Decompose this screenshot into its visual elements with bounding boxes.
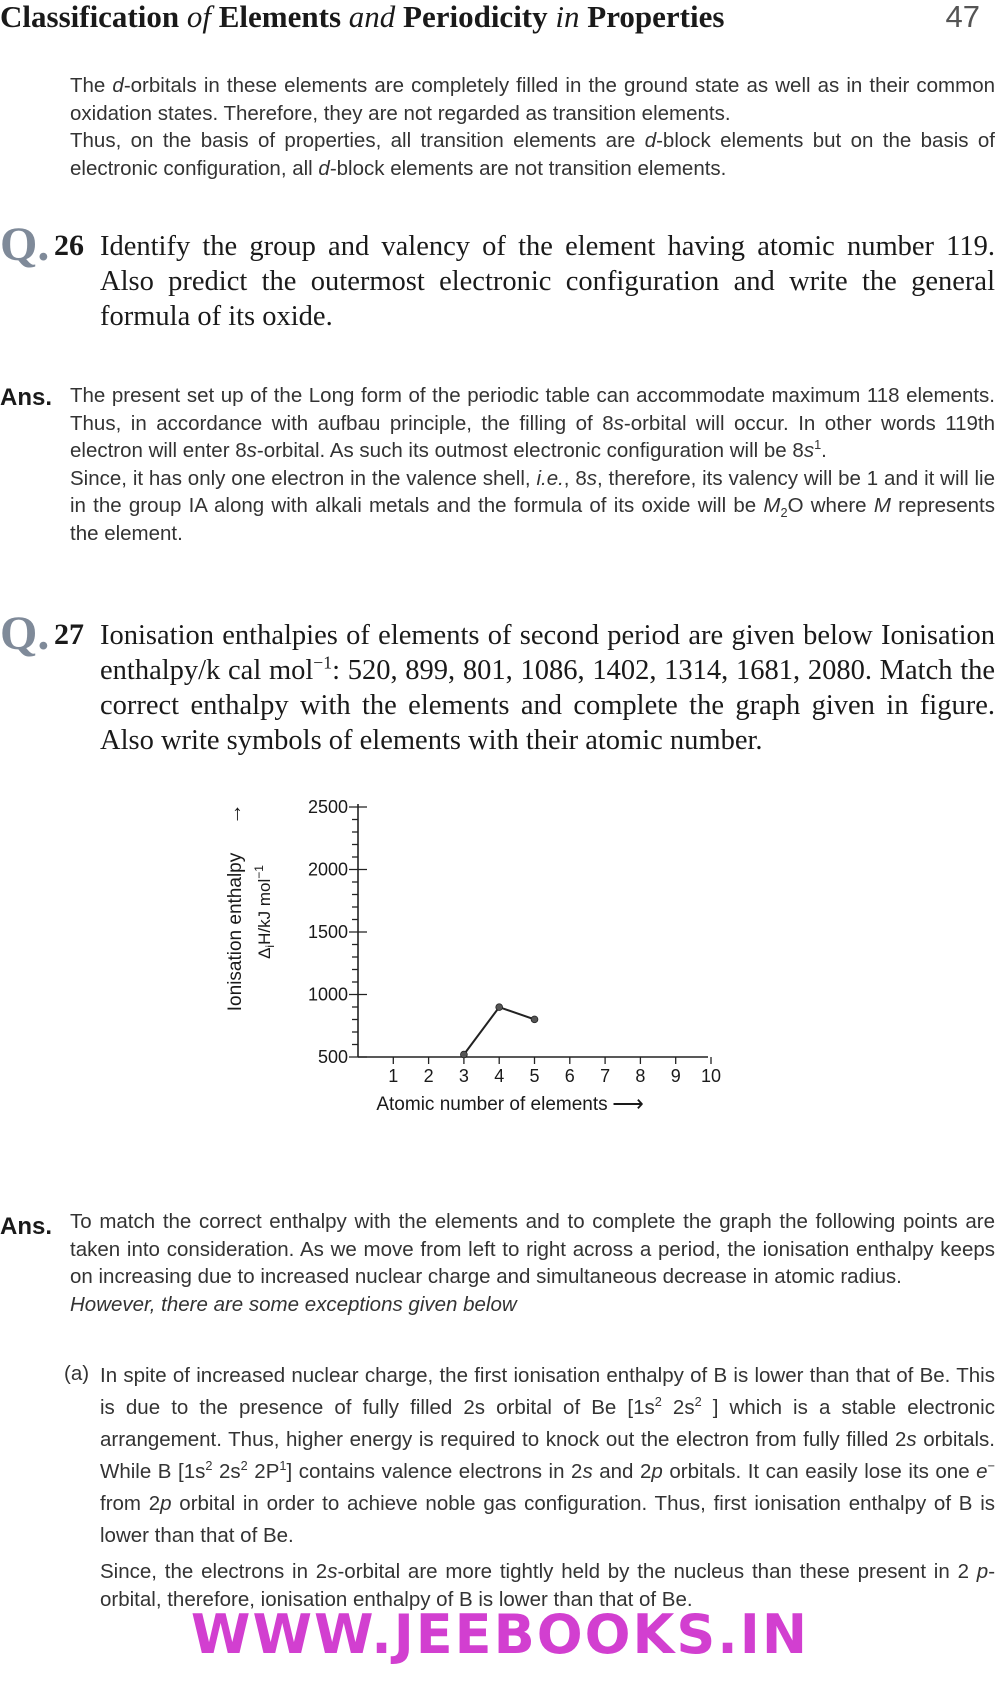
header-word: and — [348, 0, 396, 34]
question-27 — [100, 618, 995, 758]
y-tick-label: 2000 — [307, 859, 348, 880]
answer-27 — [70, 1208, 995, 1318]
x-tick-label: 10 — [700, 1066, 722, 1086]
answer-paragraph: To match the correct enthalpy with the elements and to complete the graph the following points are taken into consideration. As we move from left to right across a period, the ionisation enthalpy keeps on increasing due to increased nuclear charge and simultaneous decrease in atomic radius. — [70, 1210, 995, 1288]
data-point — [531, 1016, 538, 1023]
x-tick-label: 1 — [388, 1066, 399, 1086]
x-axis-label: Atomic number of elements — [376, 1094, 608, 1115]
answer-label: Ans. — [0, 384, 53, 411]
y-axis-label: Ionisation enthalpy — [225, 852, 246, 1012]
header-word: Classification — [0, 0, 180, 34]
series-line — [464, 1007, 535, 1054]
answer-26 — [70, 382, 995, 547]
x-axis-arrow: ⟶ — [612, 1091, 644, 1116]
question-text: Ionisation enthalpies of elements of second period are given below Ionisation enthalpy/k cal mol$^{-1}$: 520, 899, 801, 1086, 1402, 1314, 1681, 2080. Match the correct enthalpy with the elements and complete the graph given in figure. Also write symbols of elements with their atomic number. — [100, 620, 996, 756]
header-word: Periodicity — [403, 0, 548, 34]
x-tick-label: 3 — [458, 1066, 469, 1086]
page-header-title — [0, 0, 850, 40]
list-item-text: In spite of increased nuclear charge, the first ionisation enthalpy of B is lower than that of Be. This is due to the presence of fully filled 2s orbital of Be [$1s^2$ $2s^2$ ] which is a stable electronic arrangement. Thus, higher energy is required to knock out the electron from fully filled 2s orbitals. While B [$1s^2$ $2s^2$ $2P^1$] contains valence electrons in 2s and 2p orbitals. It can easily lose its one e− from 2p orbital in order to achieve noble gas configuration. Thus, first ionisation enthalpy of B is lower than that of Be. — [100, 1364, 995, 1547]
y-tick-label: 1500 — [307, 922, 348, 942]
question-mark: Q. — [0, 607, 50, 660]
question-mark: Q. — [0, 218, 50, 271]
intro-paragraph-1: The d-orbitals in these elements are completely filled in the ground state as well as in their common oxidation states. Therefore, they are not regarded as transition elements. — [70, 74, 995, 125]
y-tick-label: 1000 — [307, 984, 348, 1005]
answer-label: Ans. — [0, 1213, 53, 1240]
list-item-text: Since, the electrons in 2s-orbital are more tightly held by the nucleus than these present in 2 p-orbital, therefore, ionisation enthalpy of B is lower than that of Be. — [100, 1560, 996, 1611]
footer-watermark: WWW.JEEBOOKS.IN — [190, 1603, 810, 1666]
header-word: in — [555, 0, 580, 34]
x-tick-label: 9 — [670, 1066, 681, 1086]
question-text: Identify the group and valency of the element having atomic number 119. Also predict the outermost electronic configuration and write the general formula of its oxide. — [100, 231, 995, 332]
x-tick-label: 7 — [600, 1066, 611, 1086]
x-tick-label: 6 — [564, 1066, 575, 1086]
question-number: 26 — [54, 229, 84, 262]
data-point — [461, 1051, 468, 1058]
y-axis-arrow: → — [221, 803, 246, 825]
list-item-a — [100, 1360, 995, 1613]
intro-block — [70, 72, 995, 182]
ionisation-enthalpy-chart — [221, 797, 770, 1210]
header-word: Properties — [587, 0, 725, 34]
question-number: 27 — [54, 618, 84, 651]
y-tick-label: 2500 — [307, 797, 348, 817]
answer-italic-line: However, there are some exceptions given below — [70, 1292, 517, 1316]
y-axis-units: $\Delta_iH/kJ$ mol$^{-1}$ — [252, 865, 277, 959]
x-tick-label: 4 — [494, 1066, 505, 1086]
x-tick-label: 2 — [423, 1066, 434, 1086]
list-item-label: (a) — [64, 1362, 90, 1385]
x-tick-label: 5 — [529, 1066, 540, 1086]
y-tick-label: 500 — [317, 1047, 348, 1067]
answer-paragraph: The present set up of the Long form of the periodic table can accommodate maximum 118 elements. Thus, in accordance with aufbau principle, the filling of 8s-orbital will occur. In other words 119th electron will enter 8s-orbital. As such its outmost electronic configuration will be $8s^1$. — [70, 384, 995, 462]
header-word: Elements — [218, 0, 342, 34]
data-point — [496, 1004, 503, 1011]
page-number: 47 — [945, 0, 980, 34]
intro-paragraph-2: Thus, on the basis of properties, all transition elements are d-block elements but on the basis of electronic configuration, all d-block elements are not transition elements. — [70, 129, 995, 180]
x-tick-label: 8 — [635, 1066, 646, 1086]
header-word: of — [186, 0, 211, 34]
answer-paragraph: Since, it has only one electron in the valence shell, i.e., 8s, therefore, its valency will be 1 and it will lie in the group IA along with alkali metals and the formula of its oxide will be $M_2O$ where M represents the element. — [70, 466, 995, 545]
question-26 — [100, 229, 995, 334]
